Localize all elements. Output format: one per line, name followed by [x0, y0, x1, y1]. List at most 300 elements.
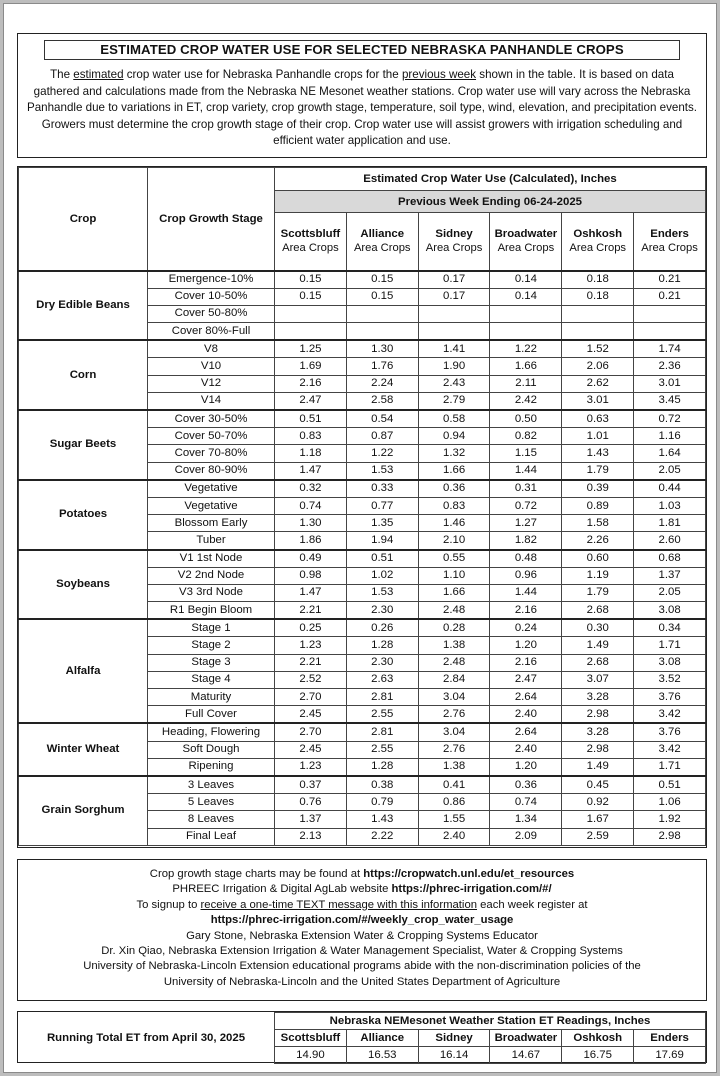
author-line: Gary Stone, Nebraska Extension Water & Cropping Systems Educator: [186, 929, 538, 942]
water-use-value: 3.01: [634, 375, 706, 392]
water-use-value: 0.58: [418, 410, 490, 428]
water-use-value: 0.14: [490, 288, 562, 305]
intro-text: The: [50, 68, 74, 81]
water-use-value: 0.72: [634, 410, 706, 428]
water-use-value: 0.86: [418, 794, 490, 811]
intro-text: shown in the table. It is based on data gathered and calculations made from the Nebraska NE Mesonet weather stations. Crop water use will vary across the Nebraska Panhandle due to variations in ET, crop variety, crop growth stage, temperature, soil type, wind, elevation, and precipitation events. Growers must determine the crop growth stage of their crop. Crop water use will assist growers with irrigation scheduling and efficient water application and use.: [26, 68, 698, 148]
water-use-value: 0.24: [490, 619, 562, 637]
weekly-usage-link[interactable]: https://phrec-irrigation.com/#/weekly_crop_water_usage: [210, 914, 514, 927]
growth-stage: Full Cover: [148, 706, 275, 724]
water-use-value: 2.48: [418, 602, 490, 620]
water-use-value: 1.79: [562, 462, 634, 480]
water-use-value: 1.06: [634, 794, 706, 811]
water-use-value: 2.05: [634, 462, 706, 480]
water-use-value: 1.74: [634, 340, 706, 358]
crop-name: Dry Edible Beans: [19, 271, 148, 341]
water-use-value: 0.25: [275, 619, 347, 637]
water-use-value: 1.28: [346, 758, 418, 776]
growth-stage: Stage 2: [148, 637, 275, 654]
crop-name: Alfalfa: [19, 619, 148, 723]
water-use-value: 0.32: [275, 480, 347, 498]
water-use-value: 1.66: [418, 584, 490, 601]
water-use-value: 0.77: [346, 497, 418, 514]
water-use-value: 0.49: [275, 550, 347, 568]
water-use-value: 1.02: [346, 567, 418, 584]
water-use-value: [634, 323, 706, 341]
location-header: [634, 213, 706, 271]
water-use-value: [275, 323, 347, 341]
water-use-value: 1.15: [490, 445, 562, 462]
water-use-value: 0.83: [275, 428, 347, 445]
water-use-value: 2.11: [490, 375, 562, 392]
water-use-value: 0.17: [418, 271, 490, 289]
crop-water-use-table: [18, 167, 706, 846]
table-row: [19, 410, 706, 428]
footer-line: [18, 867, 706, 882]
water-use-value: 2.21: [275, 602, 347, 620]
water-use-value: 1.81: [634, 515, 706, 532]
water-use-value: 1.49: [562, 637, 634, 654]
water-use-value: 1.94: [346, 532, 418, 550]
week-ending-header: Previous Week Ending 06-24-2025: [275, 191, 706, 213]
footer-text: each week register at: [477, 898, 588, 911]
water-use-value: 2.64: [490, 723, 562, 741]
water-use-value: [275, 305, 347, 322]
water-use-value: 1.47: [275, 462, 347, 480]
running-total-value: 17.69: [634, 1047, 706, 1064]
growth-stage: Cover 50-80%: [148, 305, 275, 322]
water-use-value: 2.81: [346, 723, 418, 741]
water-use-value: 2.06: [562, 358, 634, 375]
water-use-value: 1.27: [490, 515, 562, 532]
water-use-value: 3.28: [562, 689, 634, 706]
water-use-value: 0.26: [346, 619, 418, 637]
water-use-value: 2.52: [275, 671, 347, 688]
water-use-value: 0.51: [275, 410, 347, 428]
growth-stage: V1 1st Node: [148, 550, 275, 568]
area-crops-label: Area Crops: [497, 242, 555, 255]
water-use-value: 1.35: [346, 515, 418, 532]
water-use-value: 1.01: [562, 428, 634, 445]
table-row: [19, 723, 706, 741]
water-use-value: 2.43: [418, 375, 490, 392]
water-use-value: 0.33: [346, 480, 418, 498]
water-use-value: 3.07: [562, 671, 634, 688]
water-use-value: 3.52: [634, 671, 706, 688]
footer-text: Crop growth stage charts may be found at: [149, 868, 364, 880]
header-box: [17, 33, 707, 158]
growth-stage: Final Leaf: [148, 828, 275, 845]
table-row: [19, 271, 706, 289]
water-use-value: 0.38: [346, 776, 418, 794]
growth-stage: Cover 10-50%: [148, 288, 275, 305]
running-location-name: Alliance: [346, 1030, 418, 1047]
water-use-value: 0.18: [562, 288, 634, 305]
footer-text: PHREEC Irrigation & Digital AgLab website: [172, 883, 392, 896]
water-use-value: 2.42: [490, 392, 562, 410]
water-use-value: 0.21: [634, 288, 706, 305]
intro-underline-previous-week: previous week: [401, 68, 477, 81]
water-use-value: 2.22: [346, 828, 418, 845]
running-total-value: 16.75: [562, 1047, 634, 1064]
location-header: [275, 213, 347, 271]
water-use-value: 0.30: [562, 619, 634, 637]
intro-paragraph: [26, 67, 698, 150]
water-use-value: 2.40: [490, 706, 562, 724]
water-use-value: 3.28: [562, 723, 634, 741]
estimated-use-span-header: Estimated Crop Water Use (Calculated), Inches: [275, 168, 706, 191]
water-use-value: 0.63: [562, 410, 634, 428]
water-use-value: 3.76: [634, 723, 706, 741]
water-use-value: 2.55: [346, 741, 418, 758]
water-use-value: 2.16: [275, 375, 347, 392]
water-use-value: 0.15: [275, 288, 347, 305]
water-use-value: 1.76: [346, 358, 418, 375]
running-total-value: 16.14: [418, 1047, 490, 1064]
water-use-value: [418, 323, 490, 341]
water-use-value: 1.53: [346, 584, 418, 601]
water-use-value: 0.51: [634, 776, 706, 794]
water-use-value: 0.36: [418, 480, 490, 498]
water-use-value: 1.55: [418, 811, 490, 828]
water-use-value: 1.19: [562, 567, 634, 584]
water-use-value: 1.82: [490, 532, 562, 550]
water-use-value: 0.89: [562, 497, 634, 514]
water-use-value: 0.76: [275, 794, 347, 811]
running-total-value: 14.90: [275, 1047, 347, 1064]
water-use-value: 0.14: [490, 271, 562, 289]
running-location-name: Oshkosh: [562, 1030, 634, 1047]
growth-stage: Cover 80-90%: [148, 462, 275, 480]
growth-stage: Cover 80%-Full: [148, 323, 275, 341]
water-use-value: 2.64: [490, 689, 562, 706]
growth-stage: Vegetative: [148, 497, 275, 514]
footer-line: [18, 882, 706, 897]
growth-stage: R1 Begin Bloom: [148, 602, 275, 620]
crop-name: Grain Sorghum: [19, 776, 148, 845]
footer-text: To signup to: [136, 898, 201, 911]
author-line: Dr. Xin Qiao, Nebraska Extension Irrigation & Water Management Specialist, Water & Cropping Systems: [101, 945, 623, 958]
mesonet-title: Nebraska NEMesonet Weather Station ET Readings, Inches: [275, 1013, 706, 1030]
water-use-value: 1.49: [562, 758, 634, 776]
water-use-value: 0.74: [275, 497, 347, 514]
intro-underline-estimated: estimated: [73, 68, 124, 81]
water-use-value: 0.45: [562, 776, 634, 794]
running-location-name: Broadwater: [490, 1030, 562, 1047]
water-use-value: 0.92: [562, 794, 634, 811]
footer-underline-text: receive a one-time TEXT message with this information: [200, 898, 478, 911]
water-use-value: 2.48: [418, 654, 490, 671]
water-use-value: 0.18: [562, 271, 634, 289]
water-use-value: 2.05: [634, 584, 706, 601]
water-use-value: 1.25: [275, 340, 347, 358]
growth-stage: V3 3rd Node: [148, 584, 275, 601]
growth-stage: Stage 1: [148, 619, 275, 637]
document-sheet: [3, 3, 717, 1073]
growth-stage: Blossom Early: [148, 515, 275, 532]
water-use-value: 1.34: [490, 811, 562, 828]
water-use-value: 0.39: [562, 480, 634, 498]
water-use-value: 1.20: [490, 637, 562, 654]
growth-stage: V2 2nd Node: [148, 567, 275, 584]
water-use-value: 3.42: [634, 706, 706, 724]
water-use-value: [490, 305, 562, 322]
running-total-label: Running Total ET from April 30, 2025: [18, 1013, 275, 1064]
crop-water-use-table-box: [17, 166, 707, 848]
growth-stage: V12: [148, 375, 275, 392]
growth-stage: Stage 4: [148, 671, 275, 688]
water-use-value: 2.47: [275, 392, 347, 410]
crop-name: Sugar Beets: [19, 410, 148, 480]
water-use-value: 2.62: [562, 375, 634, 392]
growth-stage: Emergence-10%: [148, 271, 275, 289]
footer-info-box: [17, 859, 707, 1001]
water-use-value: 3.04: [418, 723, 490, 741]
water-use-value: 0.54: [346, 410, 418, 428]
water-use-value: 2.76: [418, 706, 490, 724]
water-use-value: 0.17: [418, 288, 490, 305]
water-use-value: 3.04: [418, 689, 490, 706]
water-use-value: 1.58: [562, 515, 634, 532]
water-use-value: 1.18: [275, 445, 347, 462]
water-use-value: 0.83: [418, 497, 490, 514]
water-use-value: 0.36: [490, 776, 562, 794]
water-use-value: 2.68: [562, 602, 634, 620]
policy-line: University of Nebraska-Lincoln Extension educational programs abide with the non-discrimination policies of the: [83, 960, 641, 973]
water-use-value: 2.70: [275, 689, 347, 706]
water-use-value: 2.10: [418, 532, 490, 550]
water-use-value: 2.30: [346, 654, 418, 671]
area-crops-label: Area Crops: [641, 242, 698, 255]
water-use-value: 1.30: [346, 340, 418, 358]
water-use-value: 0.15: [275, 271, 347, 289]
water-use-value: 1.69: [275, 358, 347, 375]
water-use-value: 1.79: [562, 584, 634, 601]
water-use-value: 0.41: [418, 776, 490, 794]
running-total-table: [18, 1012, 706, 1064]
water-use-value: 1.03: [634, 497, 706, 514]
column-header-growth-stage: Crop Growth Stage: [148, 168, 275, 271]
water-use-value: 0.21: [634, 271, 706, 289]
table-row: [19, 480, 706, 498]
growth-stage: Soft Dough: [148, 741, 275, 758]
water-use-value: 1.43: [346, 811, 418, 828]
water-use-value: 2.55: [346, 706, 418, 724]
water-use-value: 1.66: [418, 462, 490, 480]
water-use-value: 1.23: [275, 758, 347, 776]
water-use-value: 1.44: [490, 462, 562, 480]
water-use-value: 2.59: [562, 828, 634, 845]
water-use-value: 0.48: [490, 550, 562, 568]
water-use-value: 0.28: [418, 619, 490, 637]
growth-stage: Heading, Flowering: [148, 723, 275, 741]
water-use-value: 1.37: [634, 567, 706, 584]
crop-name: Winter Wheat: [19, 723, 148, 776]
water-use-value: 2.58: [346, 392, 418, 410]
growth-stage: V14: [148, 392, 275, 410]
growth-stage: Maturity: [148, 689, 275, 706]
area-crops-label: Area Crops: [353, 242, 411, 255]
growth-stage: Cover 70-80%: [148, 445, 275, 462]
water-use-value: 1.47: [275, 584, 347, 601]
water-use-value: 2.70: [275, 723, 347, 741]
water-use-value: 1.53: [346, 462, 418, 480]
water-use-value: 1.71: [634, 637, 706, 654]
water-use-value: 0.50: [490, 410, 562, 428]
water-use-value: 0.98: [275, 567, 347, 584]
water-use-value: 1.32: [418, 445, 490, 462]
water-use-value: 2.68: [562, 654, 634, 671]
footer-line: [18, 913, 706, 928]
water-use-value: 2.13: [275, 828, 347, 845]
water-use-value: 2.47: [490, 671, 562, 688]
water-use-value: 3.45: [634, 392, 706, 410]
growth-stage: Vegetative: [148, 480, 275, 498]
water-use-value: 2.81: [346, 689, 418, 706]
water-use-value: 2.40: [418, 828, 490, 845]
water-use-value: 1.67: [562, 811, 634, 828]
water-use-value: 1.10: [418, 567, 490, 584]
water-use-value: 2.16: [490, 602, 562, 620]
water-use-value: 1.38: [418, 758, 490, 776]
water-use-value: [346, 305, 418, 322]
phrec-link[interactable]: https://phrec-irrigation.com/#/: [391, 883, 552, 896]
growth-stage: Cover 30-50%: [148, 410, 275, 428]
growth-stage: 8 Leaves: [148, 811, 275, 828]
location-header: [346, 213, 418, 271]
water-use-value: 3.08: [634, 654, 706, 671]
water-use-value: 0.15: [346, 288, 418, 305]
water-use-value: 1.38: [418, 637, 490, 654]
water-use-value: 1.20: [490, 758, 562, 776]
water-use-value: 2.40: [490, 741, 562, 758]
water-use-value: 1.71: [634, 758, 706, 776]
water-use-value: 0.79: [346, 794, 418, 811]
column-header-crop: Crop: [19, 168, 148, 271]
water-use-value: 2.45: [275, 741, 347, 758]
water-use-value: 0.68: [634, 550, 706, 568]
water-use-value: 0.96: [490, 567, 562, 584]
water-use-value: 2.24: [346, 375, 418, 392]
growth-stage: Ripening: [148, 758, 275, 776]
location-name: Enders: [650, 228, 689, 241]
crop-name: Soybeans: [19, 550, 148, 620]
running-total-value: 14.67: [490, 1047, 562, 1064]
water-use-value: 2.98: [562, 706, 634, 724]
table-row: [19, 550, 706, 568]
water-use-value: 2.36: [634, 358, 706, 375]
water-use-value: 1.41: [418, 340, 490, 358]
water-use-value: 0.55: [418, 550, 490, 568]
water-use-value: 1.92: [634, 811, 706, 828]
growth-stage: Stage 3: [148, 654, 275, 671]
location-name: Oshkosh: [573, 228, 623, 241]
water-use-value: 2.60: [634, 532, 706, 550]
water-use-value: 0.82: [490, 428, 562, 445]
location-name: Alliance: [360, 228, 405, 241]
water-use-value: [346, 323, 418, 341]
water-use-value: 3.01: [562, 392, 634, 410]
growth-stage: Cover 50-70%: [148, 428, 275, 445]
water-use-value: 2.30: [346, 602, 418, 620]
water-use-value: 1.37: [275, 811, 347, 828]
table-row: [19, 619, 706, 637]
water-use-value: 2.45: [275, 706, 347, 724]
water-use-value: 1.22: [346, 445, 418, 462]
water-use-value: 1.43: [562, 445, 634, 462]
cropwatch-link[interactable]: https://cropwatch.unl.edu/et_resources: [363, 868, 575, 880]
water-use-value: 0.94: [418, 428, 490, 445]
water-use-value: 2.79: [418, 392, 490, 410]
location-header: [418, 213, 490, 271]
water-use-value: [634, 305, 706, 322]
water-use-value: 0.51: [346, 550, 418, 568]
area-crops-label: Area Crops: [282, 242, 339, 255]
water-use-value: 1.86: [275, 532, 347, 550]
water-use-value: 2.98: [634, 828, 706, 845]
water-use-value: 2.16: [490, 654, 562, 671]
water-use-value: 0.44: [634, 480, 706, 498]
location-header: [562, 213, 634, 271]
table-row: [19, 776, 706, 794]
water-use-value: 1.28: [346, 637, 418, 654]
growth-stage: V8: [148, 340, 275, 358]
water-use-value: 2.84: [418, 671, 490, 688]
water-use-value: 1.52: [562, 340, 634, 358]
water-use-value: 1.30: [275, 515, 347, 532]
water-use-value: 0.31: [490, 480, 562, 498]
water-use-value: [562, 323, 634, 341]
water-use-value: 2.76: [418, 741, 490, 758]
growth-stage: 3 Leaves: [148, 776, 275, 794]
water-use-value: 3.42: [634, 741, 706, 758]
location-name: Sidney: [435, 228, 473, 241]
water-use-value: 1.23: [275, 637, 347, 654]
water-use-value: 1.16: [634, 428, 706, 445]
water-use-value: 2.26: [562, 532, 634, 550]
water-use-value: 0.37: [275, 776, 347, 794]
water-use-value: 0.87: [346, 428, 418, 445]
crop-name: Corn: [19, 340, 148, 410]
location-name: Scottsbluff: [280, 228, 341, 241]
running-location-name: Sidney: [418, 1030, 490, 1047]
water-use-value: 0.15: [346, 271, 418, 289]
area-crops-label: Area Crops: [425, 242, 483, 255]
running-location-name: Scottsbluff: [275, 1030, 347, 1047]
water-use-value: 1.22: [490, 340, 562, 358]
growth-stage: 5 Leaves: [148, 794, 275, 811]
crop-water-use-body: [19, 271, 706, 846]
intro-text: crop water use for Nebraska Panhandle crops for the: [123, 68, 402, 81]
area-crops-label: Area Crops: [569, 242, 627, 255]
water-use-value: [490, 323, 562, 341]
policy-line: University of Nebraska-Lincoln and the United States Department of Agriculture: [163, 975, 561, 988]
water-use-value: 1.66: [490, 358, 562, 375]
footer-line: [18, 898, 706, 913]
water-use-value: 0.72: [490, 497, 562, 514]
water-use-value: [418, 305, 490, 322]
water-use-value: 2.09: [490, 828, 562, 845]
water-use-value: [562, 305, 634, 322]
crop-name: Potatoes: [19, 480, 148, 550]
water-use-value: 3.08: [634, 602, 706, 620]
running-total-box: [17, 1011, 707, 1063]
running-location-name: Enders: [634, 1030, 706, 1047]
table-row: [19, 340, 706, 358]
location-header: [490, 213, 562, 271]
water-use-value: 1.64: [634, 445, 706, 462]
water-use-value: 2.98: [562, 741, 634, 758]
